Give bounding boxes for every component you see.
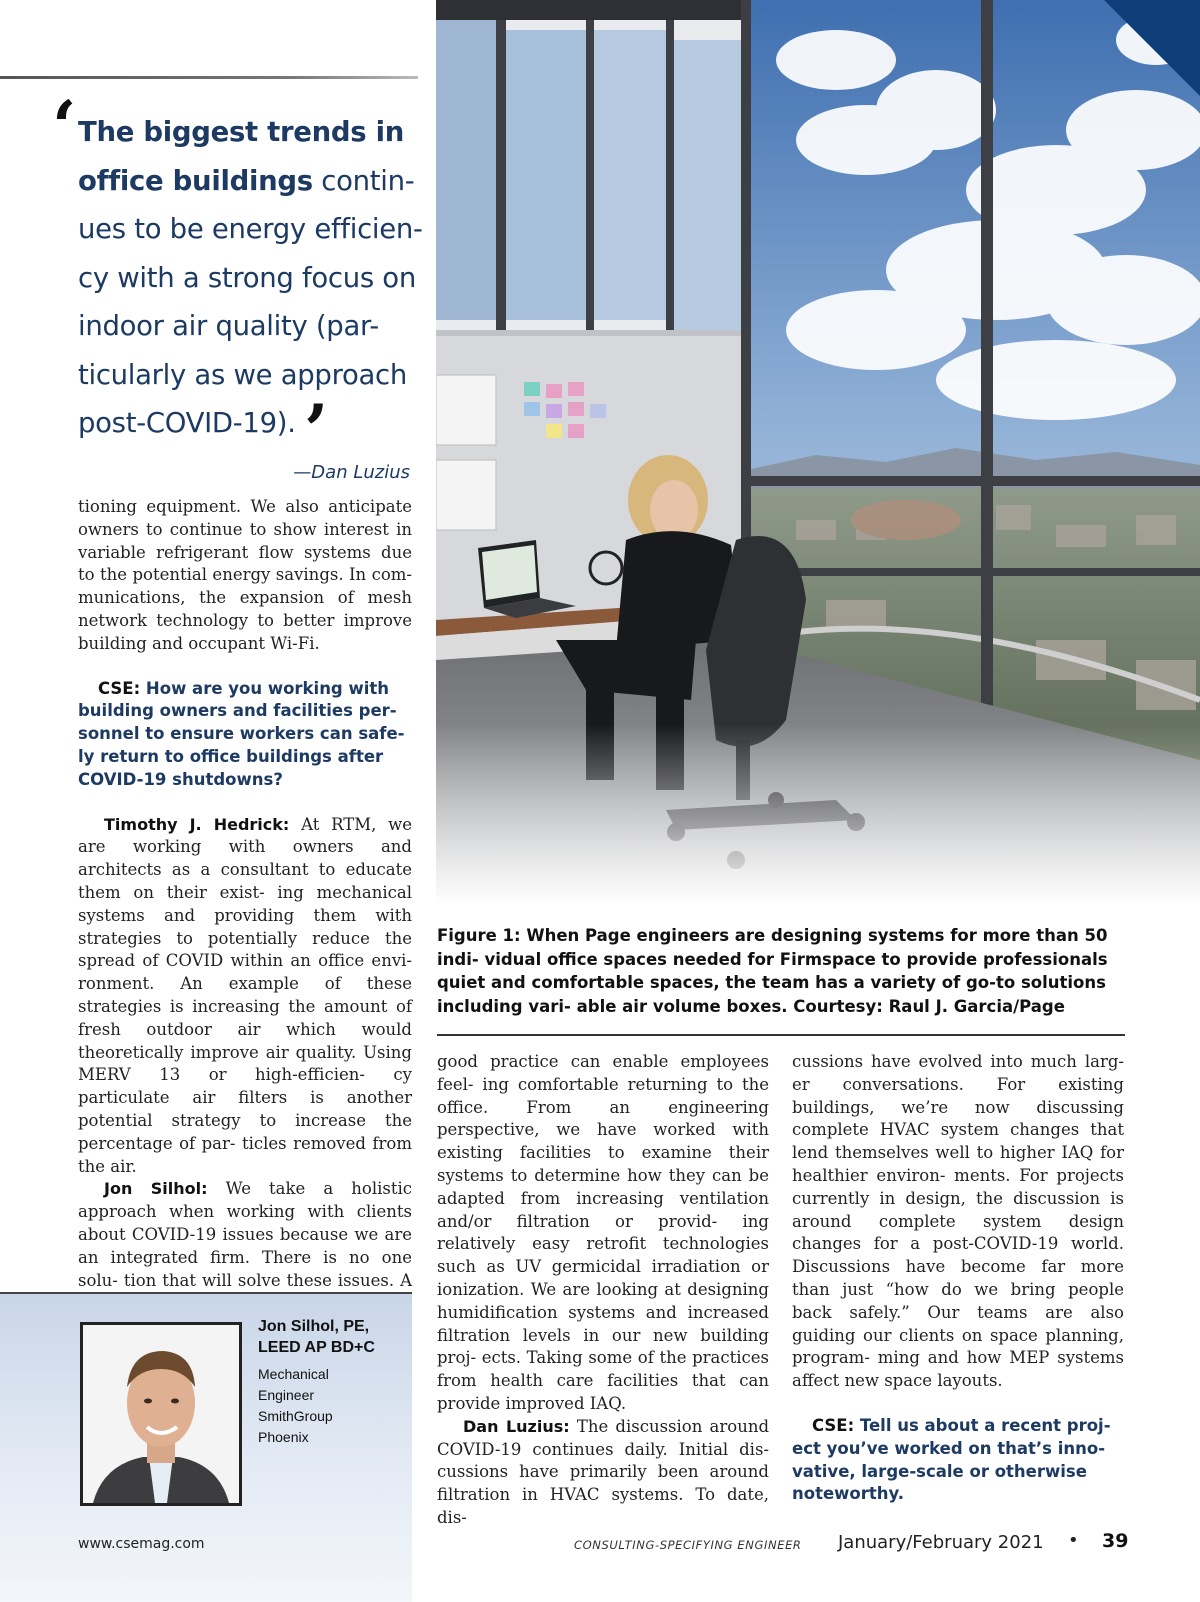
bio-location: Phoenix <box>258 1429 309 1445</box>
page-number: 39 <box>1102 1530 1129 1552</box>
cse-question <box>792 1415 1124 1506</box>
answer-text: At RTM, we are working with owners and architects as a consultant to educate them on their exist- ing mechanical systems and providing them with strategies to potentially reduce the spread of COVID within an office envi- ronment. An example of these strategies is increasing the amount of fresh outdoor air which would theoretically improve air quality. Using MERV 13 or high-efficien- cy particulate air filters is another potential strategy to increase the percentage of par- ticles removed from the air. <box>78 814 413 1176</box>
cse-label: CSE: <box>812 1415 855 1435</box>
footer-magazine-name: CONSULTING-SPECIFYING ENGINEER <box>574 1538 802 1552</box>
bio-company: SmithGroup <box>258 1408 333 1424</box>
figure-caption: Figure 1: When Page engineers are designing systems for more than 50 indi- vidual office spaces needed for Firmspace to provide professionals quiet and comfortable spaces, the team has a variety of go-to solutions including vari- able air volume boxes. Courtesy: Raul J. Garcia/Page <box>437 926 1108 1016</box>
paragraph: cussions have evolved into much larg- er conversations. For existing buildings, we’re now discussing complete HVAC system changes that lend themselves well to higher IAQ for healthier environ- ments. For projects currently in design, the discussion is around complete system design changes for a post-COVID-19 world. Discussions have become far more than just “how do we bring people back safely.” Our teams are also guiding our clients on space planning, program- ming and how MEP systems affect new space layouts. <box>792 1052 1124 1391</box>
cse-label: CSE: <box>98 678 141 698</box>
speaker-name: Jon Silhol: <box>104 1179 208 1199</box>
headshot-photo <box>80 1322 242 1506</box>
article-column-3 <box>792 1051 1124 1506</box>
bio-credentials: LEED AP BD+C <box>258 1339 375 1356</box>
article-column-1 <box>78 496 412 1338</box>
pull-quote-bold: The biggest trends in office buildings <box>78 116 405 197</box>
paragraph <box>78 814 412 1179</box>
bio-role <box>258 1364 333 1448</box>
paragraph <box>437 1416 769 1530</box>
cse-question-text: Tell us about a recent proj- ect you’ve worked on that’s inno- vative, large-scale or otherwise noteworthy. <box>792 1415 1111 1504</box>
answer-text: The discussion around COVID-19 continues daily. Initial dis- cussions have primarily been around filtration in HVAC systems. To date, dis- <box>437 1416 770 1527</box>
bio-name-line: Jon Silhol, PE, <box>258 1318 370 1335</box>
pull-quote-text: contin- ues to be energy efficien- cy with a strong focus on indoor air quality (par- ticularly as we approach post-COVID-19). <box>78 164 423 439</box>
close-quote-icon: ’ <box>304 389 329 472</box>
footer-url-link[interactable]: www.csemag.com <box>78 1536 205 1552</box>
pull-quote-attribution: —Dan Luzius <box>293 462 410 483</box>
cse-question <box>78 678 412 792</box>
bio-title: Mechanical <box>258 1366 329 1382</box>
corner-flag <box>1104 0 1200 96</box>
speaker-name: Timothy J. Hedrick: <box>104 814 290 834</box>
bio-title: Engineer <box>258 1387 315 1403</box>
answer-text: We take a holistic approach when working with clients about COVID-19 issues because we are an integrated firm. There is no one solu- tion that will solve these issues. A <box>78 1179 412 1290</box>
bio-name <box>258 1316 375 1358</box>
article-column-2 <box>437 1051 769 1530</box>
footer-bullet: • <box>1068 1530 1079 1551</box>
paragraph: tioning equipment. We also anticipate owners to continue to show interest in variable refrigerant flow systems due to the potential energy savings. In com- munications, the expansion of mesh network technology to better improve building and occupant Wi-Fi. <box>78 497 412 653</box>
caption-rule <box>437 1034 1125 1036</box>
footer-issue-date: January/February 2021 <box>838 1532 1044 1553</box>
paragraph: good practice can enable employees feel- ing comfortable returning to the office. From an engineering perspective, we have worked with existing facilities to examine their systems to determine how they can be adapted from increasing ventilation and/or filtration or provid- ing relatively easy retrofit technologies such as UV germicidal irradiation or ionization. We are looking at designing humidification systems and increased filtration levels in our new building proj- ects. Taking some of the practices from health care facilities that can provide improved IAQ. <box>437 1052 769 1413</box>
open-quote-icon: ‘ <box>52 85 77 168</box>
office-photo <box>436 0 1200 905</box>
top-rule <box>0 76 418 79</box>
cse-question-text: How are you working with building owners and facilities per- sonnel to ensure workers can safe- ly return to office buildings after COVID-19 shutdowns? <box>78 678 405 789</box>
speaker-name: Dan Luzius: <box>463 1416 570 1436</box>
pull-quote <box>78 108 423 448</box>
